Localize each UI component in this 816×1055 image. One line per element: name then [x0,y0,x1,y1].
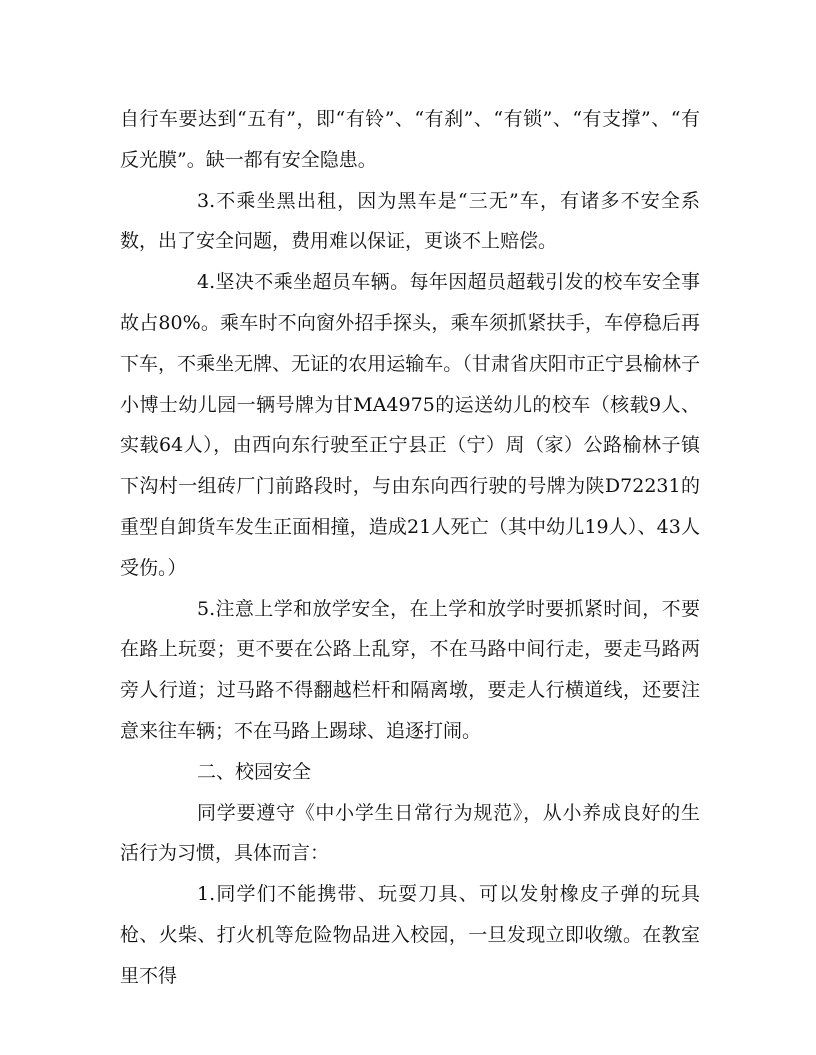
paragraph-item-4-no-overloaded-vehicles: 4.坚决不乘坐超员车辆。每年因超员超载引发的校车安全事故占80%。乘车时不向窗外招手探头，乘车须抓紧扶手，车停稳后再下车，不乘坐无牌、无证的农用运输车。（甘肃省庆阳市正宁县榆林子小博士幼儿园一辆号牌为甘MA4975的运送幼儿的校车（核载9人、实载64人），由西向东行驶至正宁县正（宁）周（家）公路榆林子镇下沟村一组砖厂门前路段时，与由东向西行驶的号牌为陕D72231的重型自卸货车发生正面相撞，造成21人死亡（其中幼儿19人）、43人受伤。） [120,271,700,579]
document-body [120,99,700,997]
section-heading-campus-safety: 二、校园安全 [197,760,312,783]
paragraph-item-3-no-illegal-taxi: 3.不乘坐黑出租，因为黑车是“三无”车，有诸多不安全系数，出了安全问题，费用难以保证，更谈不上赔偿。 [120,189,700,253]
paragraph-bicycle-requirements: 自行车要达到“五有”，即“有铃”、“有刹”、“有锁”、“有支撑”、“有反光膜”。缺一都有安全隐患。 [120,108,700,171]
paragraph-campus-safety-intro: 同学要遵守《中小学生日常行为规范》，从小养成良好的生活行为习惯，具体而言： [120,801,700,865]
paragraph-campus-item-1: 1.同学们不能携带、玩耍刀具、可以发射橡皮子弹的玩具枪、火柴、打火机等危险物品进入校园，一旦发现立即收缴。在教室里不得 [120,883,700,987]
paragraph-item-5-commute-safety: 5.注意上学和放学安全，在上学和放学时要抓紧时间，不要在路上玩耍；更不要在公路上乱穿，不在马路中间行走，要走马路两旁人行道；过马路不得翻越栏杆和隔离墩，要走人行横道线，还要注意来往车辆；不在马路上踢球、追逐打闹。 [120,597,700,742]
